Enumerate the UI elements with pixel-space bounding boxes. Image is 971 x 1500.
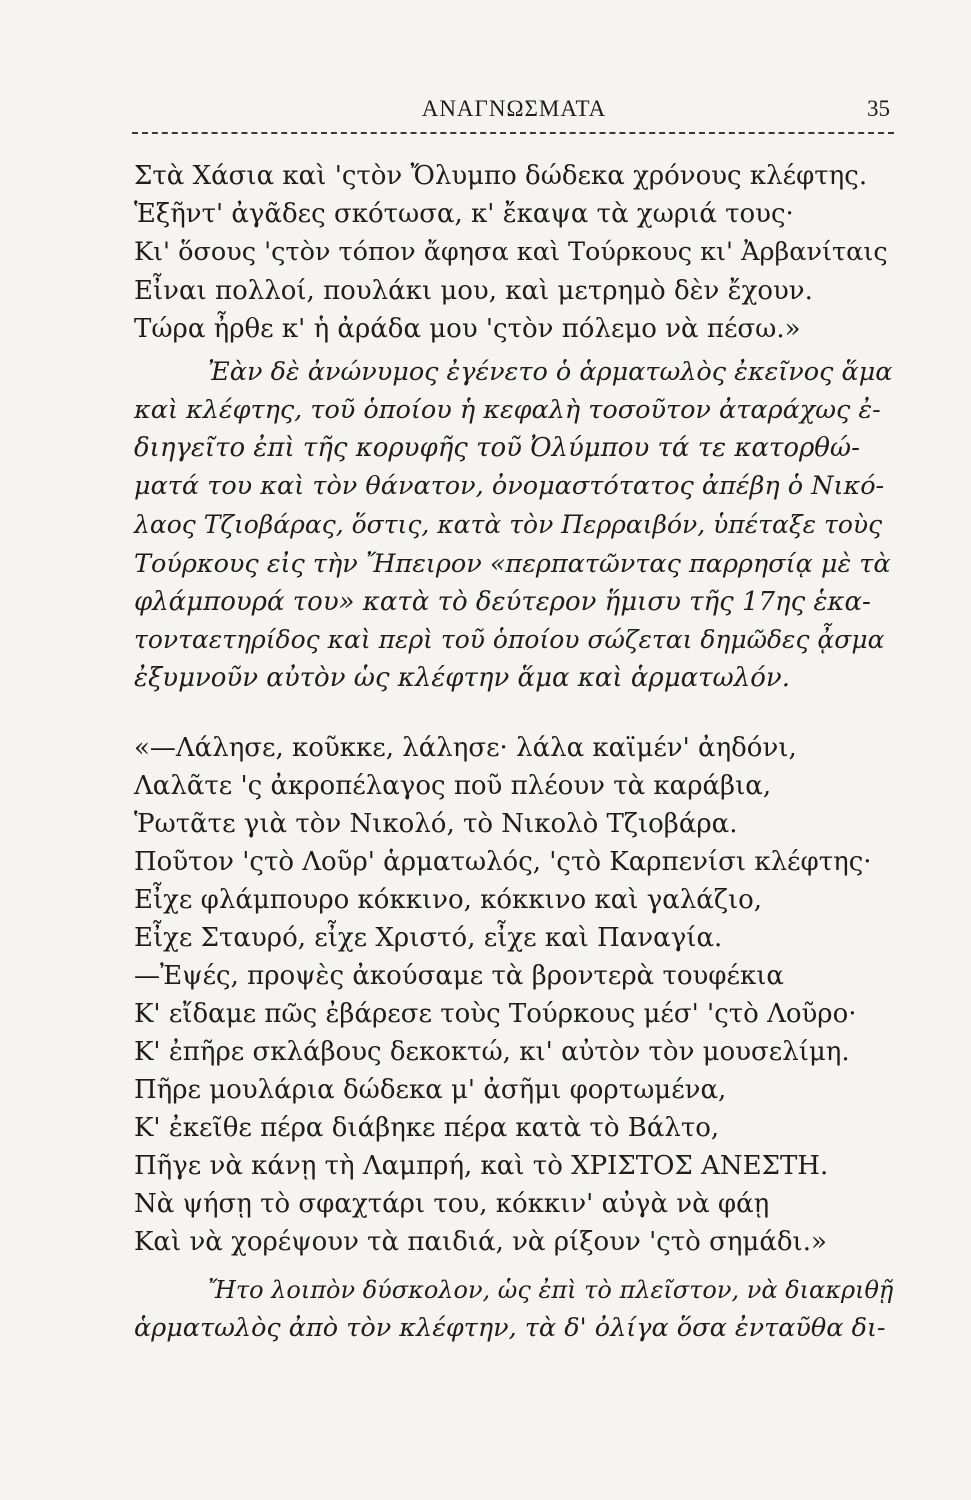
verse-line: Εἶχε φλάμπουρο κόκκινο, κόκκινο καὶ γαλάζιο, bbox=[134, 885, 763, 915]
prose-line: τονταετηρίδος καὶ περὶ τοῦ ὁποίου σώζεται δημῶδες ᾆσμα bbox=[134, 625, 885, 654]
verse-line: Εἶναι πολλοί, πουλάκι μου, καὶ μετρημὸ δὲν ἔχουν. bbox=[134, 276, 813, 306]
verse-line: Κ' ἐκεῖθε πέρα διάβηκε πέρα κατὰ τὸ Βάλτο, bbox=[134, 1113, 720, 1143]
verse-line: Στὰ Χάσια καὶ 'ςτὸν Ὄλυμπο δώδεκα χρόνους κλέφτης. bbox=[134, 161, 868, 191]
verse-line: Κι' ὅσους 'ςτὸν τόπον ἄφησα καὶ Τούρκους κι' Ἀρβανίταις bbox=[134, 237, 888, 267]
page-header bbox=[134, 96, 894, 136]
page-number: 35 bbox=[867, 96, 890, 121]
prose-line: Τούρκους εἰς τὴν Ἤπειρον «περπατῶντας παρρησίᾳ μὲ τὰ bbox=[134, 549, 891, 579]
prose-line: φλάμπουρά του» κατὰ τὸ δεύτερον ἥμισυ τῆς 17ης ἑκα- bbox=[134, 587, 871, 617]
prose-line: λαος Τζιοβάρας, ὅστις, κατὰ τὸν Περραιβόν, ὑπέταξε τοὺς bbox=[134, 510, 883, 539]
verse-line: Κ' εἴδαμε πῶς ἐβάρεσε τοὺς Τούρκους μέσ' 'ςτὸ Λοῦρο· bbox=[134, 999, 857, 1029]
prose-line: καὶ κλέφτης, τοῦ ὁποίου ἡ κεφαλὴ τοσοῦτον ἀταράχως ἐ- bbox=[134, 395, 881, 425]
prose-line: Ἐὰν δὲ ἀνώνυμος ἐγένετο ὁ ἁρματωλὸς ἐκεῖνος ἅμα bbox=[208, 357, 893, 387]
verse-line: Λαλᾶτε 'ς ἀκροπέλαγος ποῦ πλέουν τὰ καράβια, bbox=[134, 771, 772, 801]
verse-line: Καὶ νὰ χορέψουν τὰ παιδιά, νὰ ρίξουν 'ςτὸ σημάδι.» bbox=[134, 1227, 827, 1257]
running-title: ΑΝΑΓΝΩΣΜΑΤΑ bbox=[421, 96, 607, 121]
verse-line: Νὰ ψήσῃ τὸ σφαχτάρι του, κόκκιν' αὐγὰ νὰ φάῃ bbox=[134, 1189, 770, 1219]
verse-line: «—Λάλησε, κοῦκκε, λάλησε· λάλα καϊμέν' ἀηδόνι, bbox=[134, 733, 797, 763]
prose-line: ἐξυμνοῦν αὐτὸν ὡς κλέφτην ἅμα καὶ ἁρματωλόν. bbox=[134, 663, 790, 693]
verse-line: Πῆρε μουλάρια δώδεκα μ' ἀσῆμι φορτωμένα, bbox=[134, 1075, 727, 1105]
verse-line: Εἶχε Σταυρό, εἶχε Χριστό, εἶχε καὶ Παναγία. bbox=[134, 923, 723, 953]
verse-line: Ἑξῆντ' ἀγᾶδες σκότωσα, κ' ἔκαψα τὰ χωριά τους· bbox=[134, 199, 794, 229]
header-rule bbox=[132, 132, 894, 134]
verse-line: Ῥωτᾶτε γιὰ τὸν Νικολό, τὸ Νικολὸ Τζιοβάρα. bbox=[134, 809, 738, 839]
verse-line: —Ἐψές, προψὲς ἀκούσαμε τὰ βροντερὰ τουφέκια bbox=[134, 961, 784, 991]
prose-line: διηγεῖτο ἐπὶ τῆς κορυφῆς τοῦ Ὀλύμπου τά τε κατορθώ- bbox=[134, 433, 860, 463]
verse-line: Κ' ἐπῆρε σκλάβους δεκοκτώ, κι' αὐτὸν τὸν μουσελίμη. bbox=[134, 1037, 850, 1067]
prose-line: ἁρματωλὸς ἀπὸ τὸν κλέφτην, τὰ δ' ὀλίγα ὅσα ἐνταῦθα δι- bbox=[134, 1313, 886, 1343]
prose-line: Ἤτο λοιπὸν δύσκολον, ὡς ἐπὶ τὸ πλεῖστον, νὰ διακριθῇ bbox=[208, 1276, 894, 1304]
verse-line: Ποῦτον 'ςτὸ Λοῦρ' ἁρματωλός, 'ςτὸ Καρπενίσι κλέφτης· bbox=[134, 847, 872, 877]
verse-line: Τώρα ἦρθε κ' ἡ ἀράδα μου 'ςτὸν πόλεμο νὰ πέσω.» bbox=[134, 314, 801, 344]
verse-line: Πῆγε νὰ κάνῃ τὴ Λαμπρή, καὶ τὸ ΧΡΙΣΤΟΣ ΑΝΕΣΤΗ. bbox=[134, 1151, 829, 1181]
prose-line: ματά του καὶ τὸν θάνατον, ὀνομαστότατος ἀπέβη ὁ Νικό- bbox=[134, 471, 885, 501]
